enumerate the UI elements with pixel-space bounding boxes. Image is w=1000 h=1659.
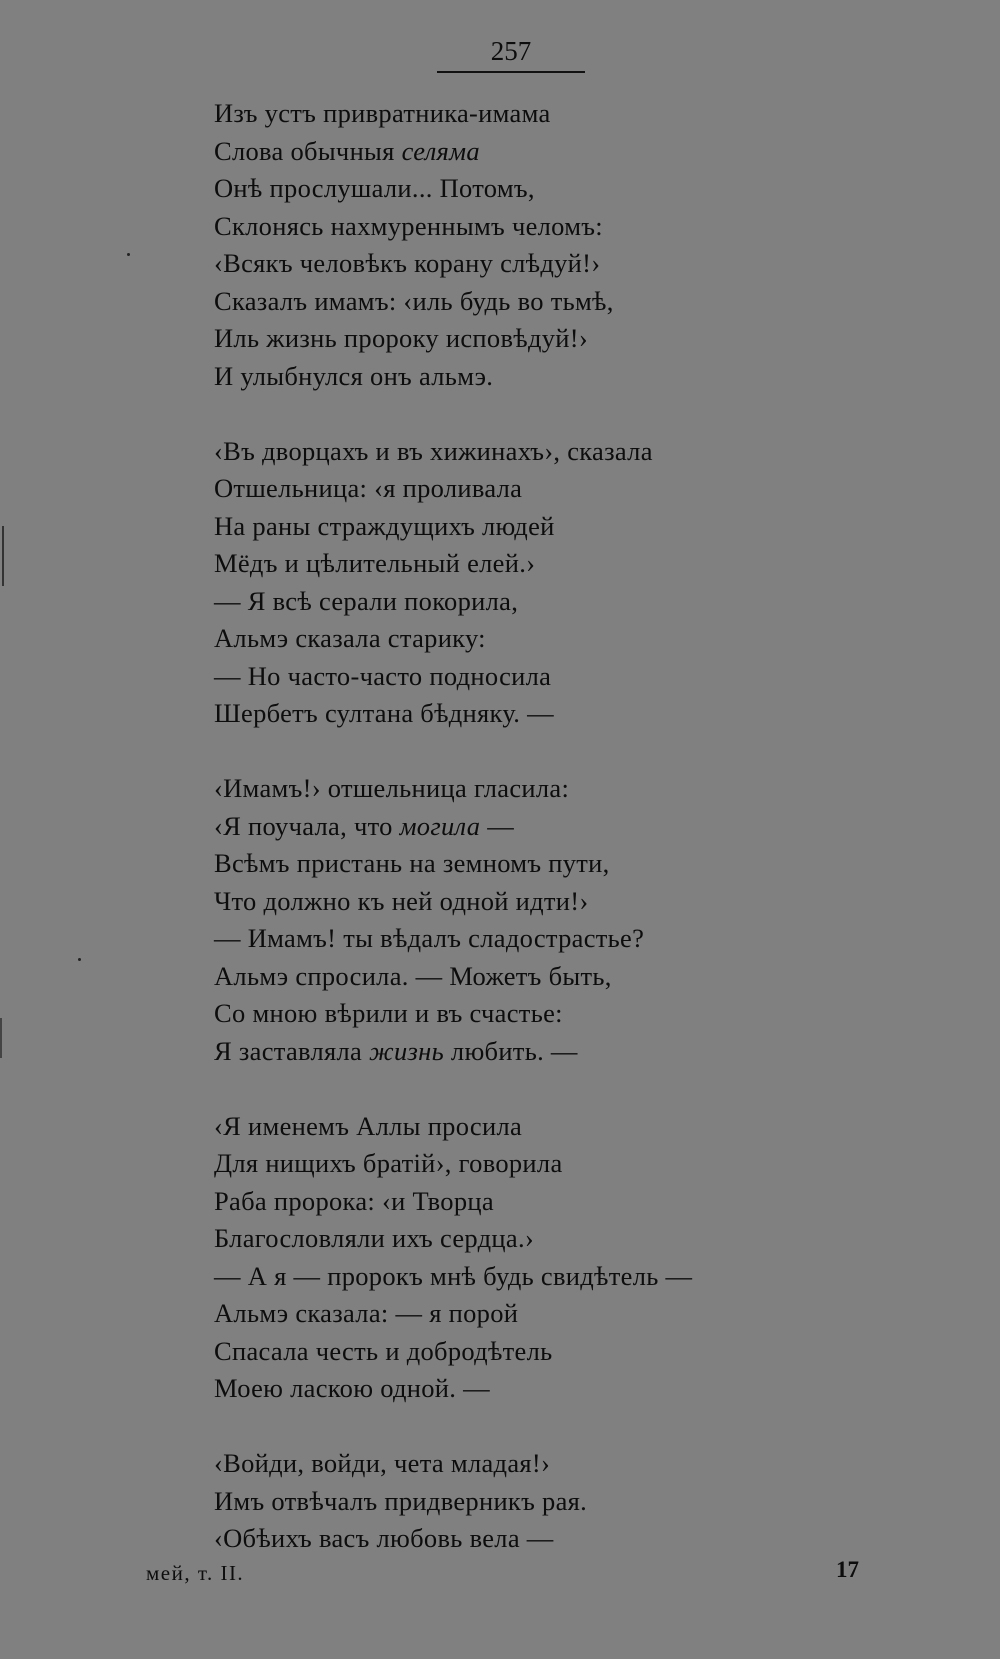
verse-text: Раба пророка: ‹и Творца — [214, 1185, 494, 1216]
verse-line — [214, 1145, 814, 1183]
verse-text: Альмэ сказала: — я порой — [214, 1298, 519, 1328]
verse-line — [214, 1333, 814, 1371]
scan-speck — [78, 958, 81, 961]
verse-text: ‹Войди, войди, чета младая!› — [214, 1448, 551, 1478]
verse-text: ‹Обѣихъ васъ любовь вела — — [214, 1523, 554, 1553]
verse-text: Альмэ спросила. — Можетъ быть, — [214, 960, 612, 991]
scan-speck — [0, 1018, 2, 1058]
verse-line — [214, 1370, 814, 1408]
header-rule — [437, 71, 585, 73]
verse-text: Онѣ прослушали... Потомъ, — [214, 173, 535, 203]
verse-italic-word: жизнь — [369, 1035, 444, 1066]
verse-text: ‹Я именемъ Аллы просила — [214, 1110, 523, 1141]
verse-italic-word: селяма — [401, 135, 480, 166]
verse-line — [214, 1520, 814, 1558]
verse-line — [214, 95, 814, 133]
verse-line — [214, 508, 814, 546]
verse-line — [214, 958, 814, 996]
verse-text: Моею ласкою одной. — — [214, 1373, 490, 1403]
verse-text: Шербетъ султана бѣдняку. — — [214, 698, 554, 728]
verse-line — [214, 208, 814, 246]
verse-line — [214, 1220, 814, 1258]
verse-line — [214, 1258, 814, 1296]
verse-text: — А я — пророкъ мнѣ будь свидѣтель — — [214, 1260, 693, 1291]
verse-text: Изъ устъ привратника-имама — [214, 98, 551, 128]
verse-line — [214, 770, 814, 808]
verse-line — [214, 845, 814, 883]
verse-text: Для нищихъ братій›, говорила — [214, 1148, 563, 1178]
verse-text: Я заставляла — [214, 1035, 370, 1066]
verse-line — [214, 1108, 814, 1146]
verse-line — [214, 1483, 814, 1521]
verse-line — [214, 433, 814, 471]
verse-text: ‹Всякъ человѣкъ корану слѣдуй!› — [214, 248, 601, 278]
scan-speck — [2, 526, 4, 586]
verse-line — [214, 695, 814, 733]
verse-text: Всѣмъ пристань на земномъ пути, — [214, 848, 610, 878]
verse-line — [214, 245, 814, 283]
verse-text: Мёдъ и цѣлительный елей.› — [214, 548, 536, 578]
verse-text: Со мною вѣрили и въ счастье: — [214, 998, 563, 1028]
verse-text: Благословляли ихъ сердца.› — [214, 1223, 534, 1253]
verse-text: Иль жизнь пророку исповѣдуй!› — [214, 323, 589, 353]
verse-text: Спасала честь и добродѣтель — [214, 1335, 553, 1366]
verse-text: Сказалъ имамъ: ‹иль будь во тьмѣ, — [214, 285, 614, 316]
page-number: 257 — [490, 36, 532, 66]
verse-text: — — [480, 810, 515, 841]
verse-line — [214, 133, 814, 171]
poem-body — [214, 95, 814, 1558]
stanza — [214, 770, 814, 1070]
stanza — [214, 1445, 814, 1558]
verse-text: Что должно къ ней одной идти!› — [214, 885, 589, 916]
verse-text: любить. — — [444, 1035, 578, 1066]
sheet-number: 17 — [836, 1557, 859, 1582]
verse-text: На раны страждущихъ людей — [214, 510, 555, 541]
verse-line — [214, 920, 814, 958]
verse-line — [214, 1295, 814, 1333]
verse-line — [214, 620, 814, 658]
verse-italic-word: могила — [399, 810, 481, 841]
verse-text: — Я всѣ серали покорила, — [214, 585, 519, 616]
verse-text: — Но часто-часто подносила — [214, 660, 552, 691]
verse-line — [214, 995, 814, 1033]
verse-text: ‹Имамъ!› отшельница гласила: — [214, 773, 570, 803]
scan-speck — [127, 253, 130, 256]
verse-line — [214, 658, 814, 696]
verse-text: Слова обычныя — [214, 135, 402, 166]
verse-text: И улыбнулся онъ альмэ. — [214, 360, 494, 391]
verse-line — [214, 808, 814, 846]
verse-line — [214, 583, 814, 621]
signature-mark: мей, т. II. — [146, 1561, 245, 1585]
verse-line — [214, 358, 814, 396]
verse-text: Имъ отвѣчалъ придверникъ рая. — [214, 1485, 588, 1516]
stanza — [214, 1108, 814, 1408]
verse-text: — Имамъ! ты вѣдалъ сладострастье? — [214, 923, 645, 953]
verse-line — [214, 320, 814, 358]
verse-text: Альмэ сказала старику: — [214, 623, 486, 653]
verse-line — [214, 470, 814, 508]
verse-line — [214, 1033, 814, 1071]
verse-text: ‹Я поучала, что — [214, 810, 400, 841]
verse-line — [214, 883, 814, 921]
verse-line — [214, 1183, 814, 1221]
stanza — [214, 433, 814, 733]
verse-text: Склонясь нахмуреннымъ челомъ: — [214, 210, 603, 241]
verse-text: ‹Въ дворцахъ и въ хижинахъ›, сказала — [214, 435, 653, 466]
verse-line — [214, 1445, 814, 1483]
verse-line — [214, 170, 814, 208]
verse-line — [214, 283, 814, 321]
verse-text: Отшельница: ‹я проливала — [214, 473, 523, 503]
verse-line — [214, 545, 814, 583]
stanza — [214, 95, 814, 395]
